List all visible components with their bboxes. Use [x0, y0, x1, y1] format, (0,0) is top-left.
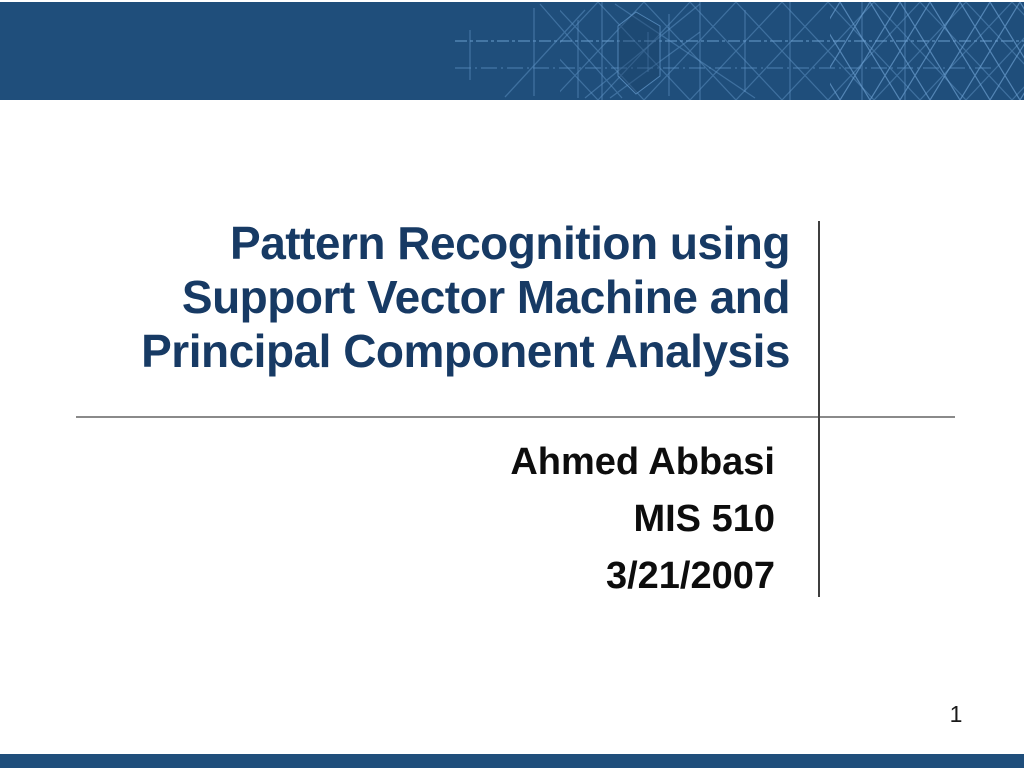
blueprint-pattern-graphic [0, 2, 1024, 100]
footer-band [0, 754, 1024, 768]
author-name: Ahmed Abbasi [510, 441, 775, 483]
slide-title-line-3: Principal Component Analysis [141, 325, 790, 377]
slide-title [40, 216, 790, 378]
slide-title-line-2: Support Vector Machine and [181, 271, 790, 323]
course-number: MIS 510 [633, 498, 775, 540]
title-side-rule [818, 221, 820, 597]
title-underline [76, 416, 955, 418]
presentation-date: 3/21/2007 [605, 555, 775, 597]
slide-title-line-1: Pattern Recognition using [230, 217, 790, 269]
page-number: 1 [949, 701, 963, 727]
header-band [0, 2, 1024, 100]
slide-subtitle [400, 434, 775, 605]
